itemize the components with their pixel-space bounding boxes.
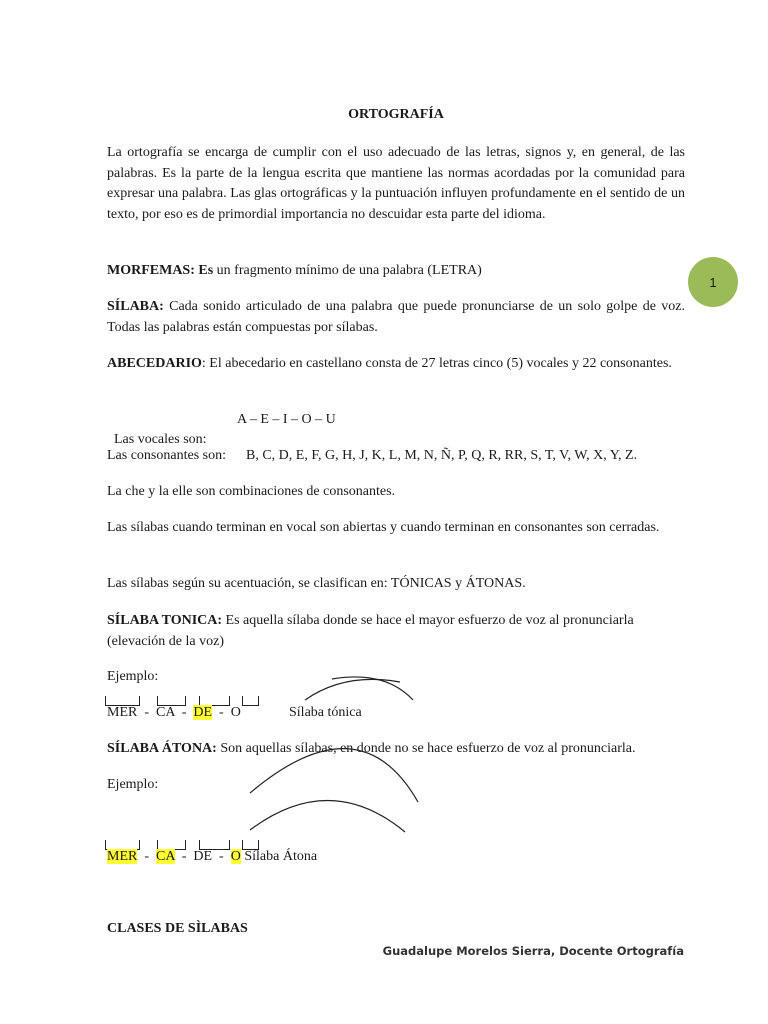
vocales-label: Las vocales son: <box>114 432 207 447</box>
separator: - <box>181 705 187 720</box>
syllable-mer-highlighted: MER <box>107 849 138 864</box>
syllable-de-highlighted: DE <box>193 705 213 720</box>
tonica-label: SÍLABA TONICA: <box>107 613 223 628</box>
acentuacion-line: Las sílabas según su acentuación, se clasifican en: TÓNICAS y ÁTONAS. <box>107 576 526 591</box>
intro-paragraph: La ortografía se encarga de cumplir con el uso adecuado de las letras, signos y, en general, de las palabras. Es la parte de la lengua escrita que mantiene las normas acordadas por la comunidad para expresar una palabra. Las glas ortográficas y la puntuación influyen profundamente en el sentido de un texto, por eso es de primordial importancia no descuidar esta parte del idioma. <box>107 145 685 222</box>
footer-author: Guadalupe Morelos Sierra, Docente Ortografía <box>382 944 684 958</box>
che-elle-line: La che y la elle son combinaciones de consonantes. <box>107 484 396 499</box>
syllable-o: O <box>230 705 241 720</box>
vocales-value: A – E – I – O – U <box>237 412 336 427</box>
stress-arc <box>250 800 405 832</box>
syllable-ca: CA <box>156 705 175 720</box>
morfemas-text: un fragmento mínimo de una palabra (LETRA) <box>213 263 482 278</box>
separator: - <box>144 849 150 864</box>
clases-heading: CLASES DE SÌLABAS <box>107 921 248 936</box>
separator: - <box>181 849 187 864</box>
consonantes-value: B, C, D, E, F, G, H, J, K, L, M, N, Ñ, P, Q, R, RR, S, T, V, W, X, Y, Z. <box>246 448 638 463</box>
syllable-mer: MER <box>107 705 138 720</box>
tonica-text: Es aquella sílaba donde se hace el mayor esfuerzo de voz al pronunciarla (elevación de la voz) <box>107 613 634 649</box>
abecedario-text: : El abecedario en castellano consta de 27 letras cinco (5) vocales y 22 consonantes. <box>201 356 672 371</box>
document-title: ORTOGRAFÍA <box>348 107 444 122</box>
syllable-de: DE <box>193 849 213 864</box>
morfemas-label: MORFEMAS: Es <box>107 263 214 278</box>
atona-label: SÍLABA ÁTONA: <box>107 741 217 756</box>
stress-arc <box>250 749 418 802</box>
separator: - <box>219 849 224 864</box>
syllable-o-highlighted: O <box>230 849 241 864</box>
caption-tonica: Sílaba tónica <box>289 705 362 720</box>
separator: - <box>219 705 224 720</box>
abecedario-label: ABECEDARIO <box>107 356 202 371</box>
caption-atona: Sílaba Átona <box>244 849 318 864</box>
consonantes-label: Las consonantes son: <box>107 448 226 463</box>
stress-arc <box>332 677 413 700</box>
page-number-badge: 1 <box>688 257 738 307</box>
separator: - <box>144 705 150 720</box>
atona-text: Son aquellas sílabas, en donde no se hace esfuerzo de voz al pronunciarla. <box>216 741 636 756</box>
ejemplo-label-1: Ejemplo: <box>107 669 159 684</box>
silaba-label: SÍLABA: <box>107 299 164 314</box>
ejemplo-label-2: Ejemplo: <box>107 777 159 792</box>
silaba-text: Cada sonido articulado de una palabra que puede pronunciarse de un solo golpe de voz. Todas las palabras están compuestas por sílabas. <box>107 299 685 335</box>
syllable-ca-highlighted: CA <box>156 849 175 864</box>
abiertas-paragraph: Las sílabas cuando terminan en vocal son abiertas y cuando terminan en consonantes son cerradas. <box>107 520 660 535</box>
